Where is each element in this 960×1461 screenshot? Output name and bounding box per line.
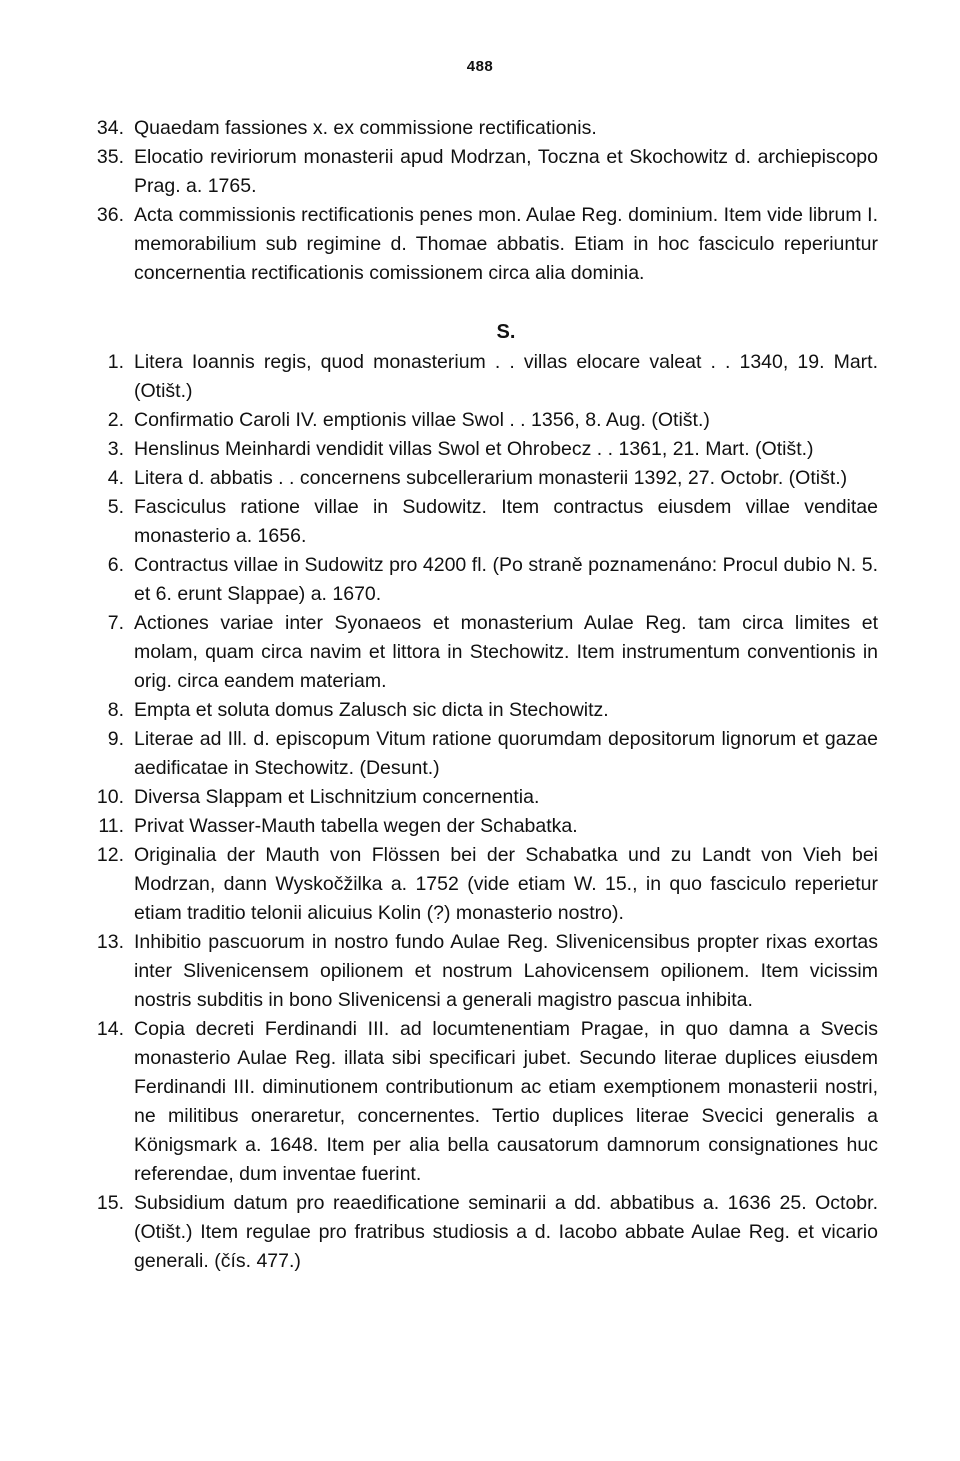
item-number: 1.	[107, 351, 124, 373]
list-item	[78, 812, 878, 841]
item-text: Literae ad Ill. d. episcopum Vitum ratione quorumdam depositorum lignorum et gazae aedificatae in Stechowitz. (Desunt.)	[134, 728, 878, 779]
list-item	[78, 143, 878, 201]
item-text: Actiones variae inter Syonaeos et monasterium Aulae Reg. tam circa limites et molam, quam circa navim et littora in Stechowitz. Item instrumentum conventionis in orig. circa eandem materiam.	[134, 612, 878, 692]
item-number: 6.	[107, 554, 124, 576]
item-text: Confirmatio Caroli IV. emptionis villae Swol . . 1356, 8. Aug. (Otišt.)	[134, 409, 710, 431]
item-number: 36.	[96, 204, 124, 226]
list-item	[78, 201, 878, 288]
item-number: 35.	[96, 146, 124, 168]
list-item	[78, 464, 878, 493]
item-number: 2.	[107, 409, 124, 431]
list-item	[78, 348, 878, 406]
list-item	[78, 609, 878, 696]
item-number: 8.	[107, 699, 124, 721]
list-item	[78, 725, 878, 783]
item-text: Henslinus Meinhardi vendidit villas Swol et Ohrobecz . . 1361, 21. Mart. (Otišt.)	[134, 438, 814, 460]
list-item	[78, 551, 878, 609]
item-text: Privat Wasser-Mauth tabella wegen der Schabatka.	[134, 815, 578, 837]
item-number: 5.	[107, 496, 124, 518]
list-item	[78, 1015, 878, 1189]
entry-list-continued	[78, 114, 878, 288]
section-heading: S.	[496, 321, 516, 343]
item-text: Acta commissionis rectificationis penes mon. Aulae Reg. dominium. Item vide librum I. memorabilium sub regimine d. Thomae abbatis. Etiam in hoc fasciculo reperiuntur concernentia rectificationis comissionem circa alia dominia.	[134, 204, 878, 284]
list-item	[78, 783, 878, 812]
item-number: 10.	[96, 786, 124, 808]
item-number: 15.	[96, 1192, 124, 1214]
item-number: 7.	[107, 612, 124, 634]
list-item	[78, 696, 878, 725]
list-item	[78, 928, 878, 1015]
item-number: 3.	[107, 438, 124, 460]
item-text: Litera Ioannis regis, quod monasterium . . villas elocare valeat . . 1340, 19. Mart. (Otišt.)	[134, 351, 878, 402]
item-number: 9.	[107, 728, 124, 750]
item-text: Quaedam fassiones x. ex commissione rectificationis.	[134, 117, 597, 139]
item-number: 12.	[96, 844, 124, 866]
list-item	[78, 406, 878, 435]
item-number: 13.	[96, 931, 124, 953]
item-text: Diversa Slappam et Lischnitzium concernentia.	[134, 786, 540, 808]
item-text: Fasciculus ratione villae in Sudowitz. Item contractus eiusdem villae venditae monasterio a. 1656.	[134, 496, 878, 547]
item-text: Originalia der Mauth von Flössen bei der Schabatka und zu Landt von Vieh bei Modrzan, dann Wyskočžilka a. 1752 (vide etiam W. 15., in quo fasciculo reperietur etiam traditio telonii alicuius Kolin (?) monasterio nostro).	[134, 844, 878, 924]
item-number: 14.	[96, 1018, 124, 1040]
item-text: Contractus villae in Sudowitz pro 4200 fl. (Po straně poznamenáno: Procul dubio N. 5. et 6. erunt Slappae) a. 1670.	[134, 554, 878, 605]
item-number: 34.	[96, 117, 124, 139]
list-item	[78, 493, 878, 551]
section-s	[78, 316, 878, 1276]
item-text: Empta et soluta domus Zalusch sic dicta in Stechowitz.	[134, 699, 609, 721]
item-text: Copia decreti Ferdinandi III. ad locumtenentiam Pragae, in quo damna a Svecis monasterio Aulae Reg. illata sibi specificari jubet. Secundo literae duplices eiusdem Ferdinandi III. diminutionem contributionum ac etiam exemptionem monasterii nostri, ne militibus oneraretur, concernentes. Tertio duplices literae Svecici generalis a Königsmark a. 1648. Item per alia bella causatorum damnorum consignationes huc referendae, dum inventae fuerint.	[134, 1018, 878, 1185]
list-item	[78, 435, 878, 464]
list-item	[78, 114, 878, 143]
item-number: 4.	[107, 467, 124, 489]
entry-list-section-s	[78, 348, 878, 1276]
item-text: Litera d. abbatis . . concernens subcellerarium monasterii 1392, 27. Octobr. (Otišt.)	[134, 467, 848, 489]
item-text: Elocatio reviriorum monasterii apud Modrzan, Toczna et Skochowitz d. archiepiscopo Prag. a. 1765.	[134, 146, 878, 197]
item-number: 11.	[98, 815, 124, 837]
item-text: Subsidium datum pro reaedificatione seminarii a dd. abbatibus a. 1636 25. Octobr. (Otišt.) Item regulae pro fratribus studiosis a d. Iacobo abbate Aulae Reg. et vicario generali. (čís. 477.)	[134, 1192, 878, 1272]
item-text: Inhibitio pascuorum in nostro fundo Aulae Reg. Slivenicensibus propter rixas exortas inter Slivenicensem opilionem et nostrum Lahovicensem opilionem. Item vicissim nostris subditis in bono Slivenicensi a generali magistro pascua inhibita.	[134, 931, 878, 1011]
page-number: 488	[466, 58, 494, 75]
list-item	[78, 1189, 878, 1276]
list-item	[78, 841, 878, 928]
